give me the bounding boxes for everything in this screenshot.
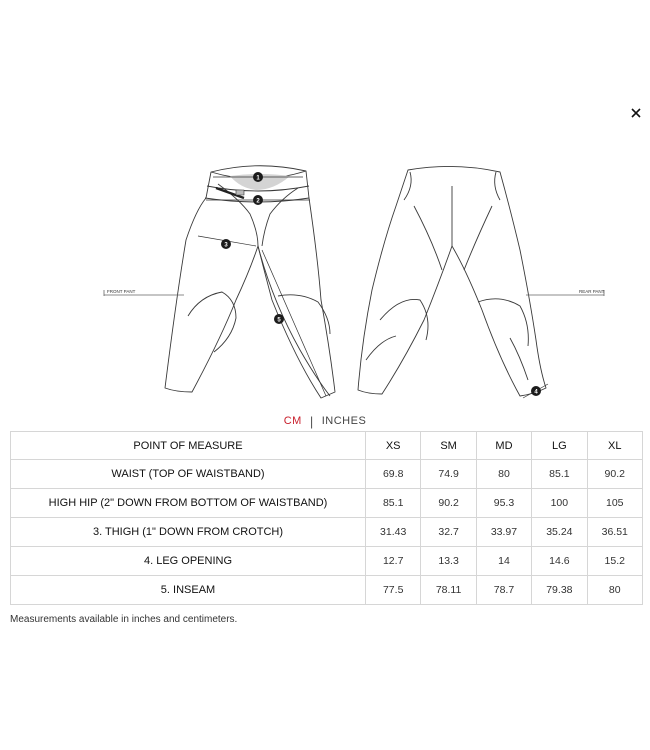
front-pant-outline bbox=[165, 166, 335, 398]
table-cell: 12.7 bbox=[366, 547, 421, 576]
row-label-inseam: 5. INSEAM bbox=[11, 576, 366, 605]
table-cell: 85.1 bbox=[532, 460, 587, 489]
rear-pant-label bbox=[526, 289, 605, 296]
table-cell: 79.38 bbox=[532, 576, 587, 605]
svg-text:4: 4 bbox=[534, 389, 538, 396]
table-cell: 85.1 bbox=[366, 489, 421, 518]
svg-text:FRONT PANT: FRONT PANT bbox=[107, 289, 136, 294]
table-cell: 80 bbox=[476, 460, 531, 489]
table-cell: 69.8 bbox=[366, 460, 421, 489]
row-label-thigh: 3. THIGH (1" DOWN FROM CROTCH) bbox=[11, 518, 366, 547]
table-header-row bbox=[11, 432, 643, 460]
row-label-high-hip: HIGH HIP (2" DOWN FROM BOTTOM OF WAISTBAND) bbox=[11, 489, 366, 518]
table-row bbox=[11, 518, 643, 547]
table-cell: 35.24 bbox=[532, 518, 587, 547]
table-row bbox=[11, 547, 643, 576]
table-cell: 78.7 bbox=[476, 576, 531, 605]
table-row bbox=[11, 460, 643, 489]
table-cell: 80 bbox=[587, 576, 642, 605]
measurement-footnote: Measurements available in inches and centimeters. bbox=[10, 614, 238, 625]
column-header-point-of-measure: POINT OF MEASURE bbox=[11, 432, 366, 460]
row-label-leg-opening: 4. LEG OPENING bbox=[11, 547, 366, 576]
table-cell: 33.97 bbox=[476, 518, 531, 547]
table-cell: 14.6 bbox=[532, 547, 587, 576]
svg-text:5: 5 bbox=[277, 317, 281, 324]
pant-diagram bbox=[0, 150, 650, 410]
table-cell: 14 bbox=[476, 547, 531, 576]
column-header-sm: SM bbox=[421, 432, 476, 460]
unit-inches-tab[interactable]: INCHES bbox=[321, 415, 367, 427]
marker-4 bbox=[523, 384, 548, 398]
table-cell: 95.3 bbox=[476, 489, 531, 518]
column-header-xl: XL bbox=[587, 432, 642, 460]
marker-5 bbox=[262, 250, 326, 396]
column-header-lg: LG bbox=[532, 432, 587, 460]
column-header-md: MD bbox=[476, 432, 531, 460]
marker-1 bbox=[213, 172, 303, 182]
column-header-xs: XS bbox=[366, 432, 421, 460]
table-cell: 13.3 bbox=[421, 547, 476, 576]
table-cell: 74.9 bbox=[421, 460, 476, 489]
row-label-waist: WAIST (TOP OF WAISTBAND) bbox=[11, 460, 366, 489]
marker-3 bbox=[198, 236, 256, 249]
close-button[interactable] bbox=[627, 104, 645, 122]
svg-text:REAR PANT: REAR PANT bbox=[579, 289, 605, 294]
table-cell: 32.7 bbox=[421, 518, 476, 547]
table-cell: 90.2 bbox=[421, 489, 476, 518]
table-cell: 90.2 bbox=[587, 460, 642, 489]
table-cell: 36.51 bbox=[587, 518, 642, 547]
front-pant-label bbox=[104, 289, 184, 296]
table-cell: 105 bbox=[587, 489, 642, 518]
size-chart-table bbox=[10, 431, 643, 605]
svg-text:1: 1 bbox=[256, 175, 260, 182]
table-cell: 78.11 bbox=[421, 576, 476, 605]
table-row bbox=[11, 489, 643, 518]
table-cell: 31.43 bbox=[366, 518, 421, 547]
unit-toggle bbox=[0, 412, 650, 430]
marker-2 bbox=[206, 195, 310, 205]
table-cell: 15.2 bbox=[587, 547, 642, 576]
unit-separator: | bbox=[309, 413, 314, 429]
svg-text:3: 3 bbox=[224, 242, 228, 249]
table-cell: 100 bbox=[532, 489, 587, 518]
table-cell: 77.5 bbox=[366, 576, 421, 605]
close-icon bbox=[631, 108, 641, 118]
unit-cm-tab[interactable]: CM bbox=[283, 415, 302, 427]
svg-text:2: 2 bbox=[256, 198, 260, 205]
table-row bbox=[11, 576, 643, 605]
